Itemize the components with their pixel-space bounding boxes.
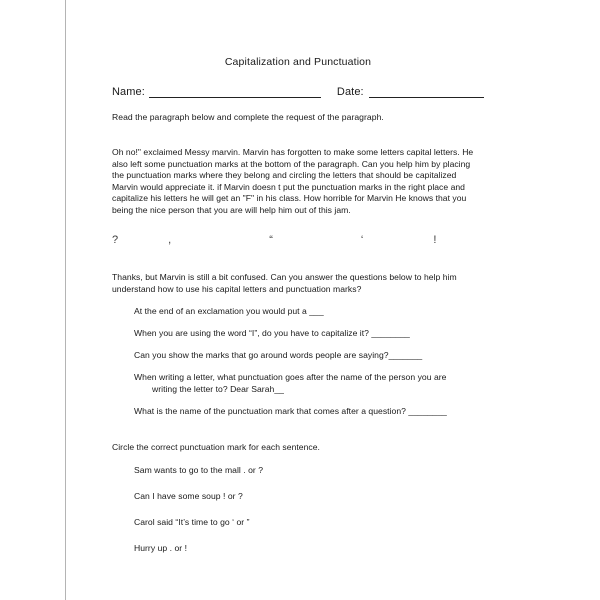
punctuation-bank [112, 231, 484, 249]
date-label: Date: [336, 86, 364, 98]
question-text[interactable]: At the end of an exclamation you would put a ___ [134, 305, 324, 316]
punctuation-mark-apostrophe[interactable]: ‘ [360, 233, 364, 246]
questions-list [112, 305, 484, 417]
circle-section-instruction: Circle the correct punctuation mark for each sentence. [112, 441, 320, 452]
name-label: Name: [112, 86, 145, 98]
question-text[interactable]: When you are using the word “I”, do you have to capitalize it? ________ [134, 327, 410, 338]
question-item [134, 305, 484, 317]
sentence-item[interactable]: Hurry up . or ! [134, 542, 187, 553]
sentence-item[interactable]: Can I have some soup ! or ? [134, 490, 243, 501]
name-date-row [112, 85, 484, 98]
name-blank-field[interactable] [149, 85, 321, 98]
worksheet-content [112, 0, 484, 568]
question-item [134, 371, 484, 395]
question-item [134, 327, 484, 339]
question-text-continuation[interactable]: writing the letter to? Dear Sarah__ [152, 383, 284, 394]
punctuation-mark-exclamation[interactable]: ! [433, 233, 437, 246]
circle-sentences-list [112, 464, 484, 554]
questions-intro: Thanks, but Marvin is still a bit confused. Can you answer the questions below to help him understand how to use his capital letters and punctuation marks? [112, 271, 457, 294]
punctuation-mark-quote[interactable]: “ [269, 233, 273, 246]
story-paragraph: Oh no!" exclaimed Messy marvin. Marvin has forgotten to make some letters capital letters. He also left some punctuation marks at the bottom of the paragraph. Can you help him by placing the punctuation marks where they belong and circling the letters that should be capitalized Marvin would appreciate it. if Marvin doesn t put the punctuation marks in the right place and capitalize his letters he will get an "F" in his class. How horrible for Marvin He knows that you being the nice person that you are will help him out of this jam. [112, 147, 474, 215]
question-text[interactable]: When writing a letter, what punctuation goes after the name of the person you are [134, 371, 447, 382]
page-left-rule [65, 0, 66, 600]
punctuation-mark-comma[interactable]: , [168, 233, 172, 246]
question-text[interactable]: What is the name of the punctuation mark that comes after a question? ________ [134, 405, 447, 416]
question-item [134, 349, 484, 361]
sentence-item[interactable]: Sam wants to go to the mall . or ? [134, 464, 264, 475]
question-text[interactable]: Can you show the marks that go around words people are saying?_______ [134, 349, 423, 360]
punctuation-mark-question[interactable]: ? [112, 233, 119, 246]
reading-instruction: Read the paragraph below and complete the request of the paragraph. [112, 112, 384, 122]
question-item [134, 405, 484, 417]
date-blank-field[interactable] [369, 85, 484, 98]
page-title: Capitalization and Punctuation [224, 56, 372, 68]
sentence-item[interactable]: Carol said “It’s time to go ‘ or ” [134, 516, 250, 527]
